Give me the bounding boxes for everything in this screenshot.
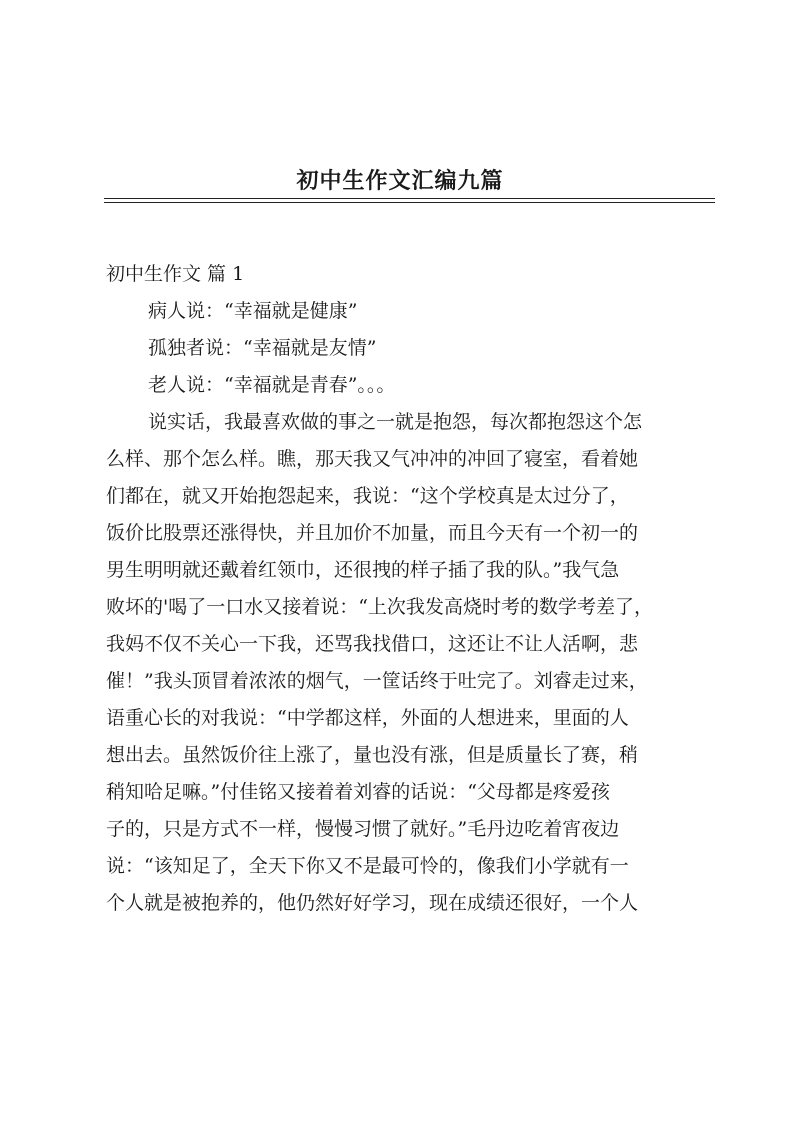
text-line: 我妈不仅不关心一下我，还骂我找借口，这还让不让人活啊，悲 — [106, 633, 639, 655]
text-line: 语重心长的对我说：“中学都这样，外面的人想进来，里面的人 — [106, 707, 629, 729]
document-body — [106, 256, 718, 922]
text-line: 么样、那个怎么样。瞧，那天我又气冲冲的冲回了寝室，看着她 — [106, 448, 639, 470]
text-line: 说：“该知足了，全天下你又不是最可怜的，像我们小学就有一 — [106, 855, 629, 877]
section-heading: 初中生作文 篇 1 — [106, 263, 245, 285]
paragraph-lines — [106, 293, 718, 922]
document-title: 初中生作文汇编九篇 — [296, 168, 504, 194]
text-line: 男生明明就还戴着红领巾，还很拽的样子插了我的队。”我气急 — [106, 559, 620, 581]
text-line: 想出去。虽然饭价往上涨了，量也没有涨，但是质量长了赛，稍 — [106, 744, 639, 766]
text-line: 病人说：“幸福就是健康” — [148, 300, 358, 322]
text-line: 子的，只是方式不一样，慢慢习惯了就好。”毛丹边吃着宵夜边 — [106, 818, 620, 840]
text-line: 败坏的'喝了一口水又接着说：“上次我发高烧时考的数学考差了， — [106, 596, 653, 618]
title-underline-top — [104, 198, 715, 199]
text-line: 们都在，就又开始抱怨起来，我说：“这个学校真是太过分了， — [106, 485, 629, 507]
title-underline-bottom — [104, 202, 715, 203]
text-line: 催！”我头顶冒着浓浓的烟气，一筐话终于吐完了。刘睿走过来， — [106, 670, 648, 692]
text-line: 说实话，我最喜欢做的事之一就是抱怨，每次都抱怨这个怎 — [148, 411, 643, 433]
text-line: 个人就是被抱养的，他仍然好好学习，现在成绩还很好，一个人 — [106, 892, 639, 914]
text-line: 稍知哈足嘛。”付佳铭又接着着刘睿的话说：“父母都是疼爱孩 — [106, 781, 610, 803]
text-line: 老人说：“幸福就是青春”。。。 — [148, 374, 396, 396]
text-line: 饭价比股票还涨得快，并且加价不加量，而且今天有一个初一的 — [106, 522, 639, 544]
text-line: 孤独者说：“幸福就是友情” — [148, 337, 377, 359]
